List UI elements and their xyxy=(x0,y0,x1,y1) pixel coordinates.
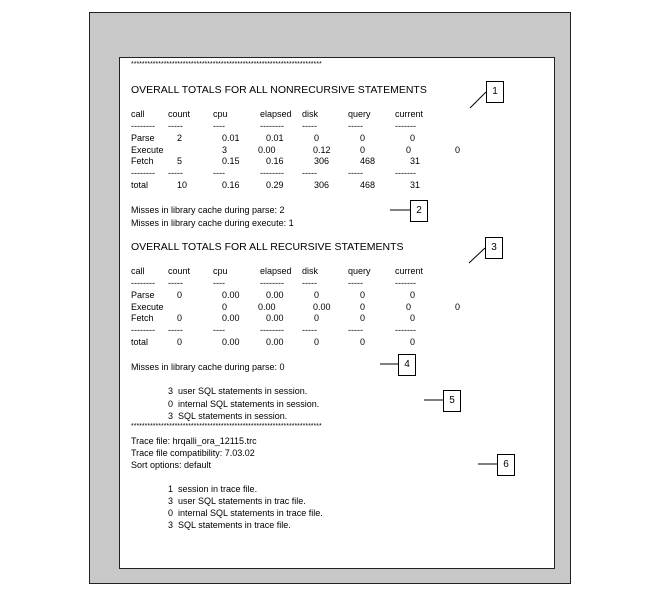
table-rule: ---- xyxy=(213,121,225,131)
table-header: cpu xyxy=(213,266,228,276)
table-rule: ----- xyxy=(348,278,363,288)
recursive-miss-parse: Misses in library cache during parse: 0 xyxy=(131,362,285,372)
table-total-cell: 0 xyxy=(314,336,320,347)
table-rule: -------- xyxy=(131,324,155,335)
table-cell: 0 xyxy=(360,290,366,300)
nonrecursive-miss-parse: Misses in library cache during parse: 2 xyxy=(131,205,285,215)
table-rule: ------- xyxy=(395,324,416,335)
table-cell: 0 xyxy=(410,290,416,300)
table-total-cell: 0.00 xyxy=(222,336,240,347)
table-cell: 0 xyxy=(455,144,461,155)
session-line: 0 internal SQL statements in session. xyxy=(168,399,320,409)
table-header: disk xyxy=(302,109,319,119)
table-cell: 3 xyxy=(222,144,228,155)
table-cell: 0 xyxy=(410,313,416,323)
table-header: count xyxy=(168,109,191,119)
table-rule: ----- xyxy=(168,121,183,131)
trace-compat: Trace file compatibility: 7.03.02 xyxy=(131,448,255,458)
table-header: elapsed xyxy=(260,109,292,119)
table-total-cell: 31 xyxy=(410,179,421,190)
table-rule: -------- xyxy=(260,278,284,288)
table-rule: -------- xyxy=(260,121,284,131)
table-total-cell: 0 xyxy=(360,336,366,347)
table-total-cell: 0.29 xyxy=(266,179,284,190)
table-cell: 0.00 xyxy=(258,144,276,155)
table-header: query xyxy=(348,266,371,276)
session-line: 3 user SQL statements in session. xyxy=(168,386,308,396)
callout-1: 1 xyxy=(486,81,504,103)
table-rule: ---- xyxy=(213,167,225,178)
nonrecursive-miss-execute: Misses in library cache during execute: 1 xyxy=(131,218,294,228)
table-cell: 31 xyxy=(410,156,421,166)
table-cell: 468 xyxy=(360,156,376,166)
table-rule: ----- xyxy=(302,121,317,131)
callout-5: 5 xyxy=(443,390,461,412)
callout-6: 6 xyxy=(497,454,515,476)
table-rule: -------- xyxy=(131,278,155,288)
table-rule: ----- xyxy=(168,278,183,288)
table-header: query xyxy=(348,109,371,119)
callout-3: 3 xyxy=(485,237,503,259)
table-cell: 5 xyxy=(177,156,183,166)
table-rule: ------- xyxy=(395,167,416,178)
callout-2: 2 xyxy=(410,200,428,222)
table-header: call xyxy=(131,109,145,119)
table-cell: 0.00 xyxy=(222,290,240,300)
table-cell: Fetch xyxy=(131,313,154,323)
table-rule: ---- xyxy=(213,324,225,335)
table-cell: 0.01 xyxy=(222,133,240,143)
table-cell: 0 xyxy=(406,144,412,155)
callout-4: 4 xyxy=(398,354,416,376)
table-cell: 0.00 xyxy=(258,301,276,312)
table-rule: ----- xyxy=(302,324,317,335)
divider-top: ********************************************************************** xyxy=(131,61,322,68)
table-total-cell: 0.00 xyxy=(266,336,284,347)
table-total-cell: 0 xyxy=(177,336,183,347)
table-header: elapsed xyxy=(260,266,292,276)
session-line: 3 SQL statements in session. xyxy=(168,411,288,421)
table-cell: 0 xyxy=(406,301,412,312)
table-cell: 0 xyxy=(360,313,366,323)
table-total-cell: 0.16 xyxy=(222,179,240,190)
table-rule: -------- xyxy=(260,324,284,335)
table-cell: 0.01 xyxy=(266,133,284,143)
table-rule: ------- xyxy=(395,121,416,131)
table-header: call xyxy=(131,266,145,276)
table-total-cell: 10 xyxy=(177,179,188,190)
table-rule: ----- xyxy=(302,278,317,288)
table-cell: 0 xyxy=(314,313,320,323)
table-cell: 0 xyxy=(410,133,416,143)
table-cell: 0 xyxy=(314,290,320,300)
table-cell: 0.15 xyxy=(222,156,240,166)
table-cell: 0 xyxy=(222,301,228,312)
table-header: disk xyxy=(302,266,319,276)
trace-file: Trace file: hrqalli_ora_12115.trc xyxy=(131,436,257,446)
table-rule: ----- xyxy=(168,167,183,178)
table-rule: -------- xyxy=(260,167,284,178)
table-cell: 0 xyxy=(177,290,183,300)
table-rule: -------- xyxy=(131,121,155,131)
table-cell: 306 xyxy=(314,156,330,166)
table-rule: ---- xyxy=(213,278,225,288)
table-rule: ----- xyxy=(348,121,363,131)
summary-line: 1 session in trace file. xyxy=(168,484,258,494)
table-rule: ------- xyxy=(395,278,416,288)
table-cell: 0.00 xyxy=(266,290,284,300)
table-cell: 0 xyxy=(360,133,366,143)
recursive-title: OVERALL TOTALS FOR ALL RECURSIVE STATEMENTS xyxy=(131,241,404,253)
table-total-cell: total xyxy=(131,336,149,347)
table-rule: ----- xyxy=(348,167,363,178)
table-total-cell: 0 xyxy=(410,336,416,347)
table-total-cell: total xyxy=(131,179,149,190)
table-cell: 0.16 xyxy=(266,156,284,166)
divider-bottom: ********************************************************************** xyxy=(131,423,322,430)
table-rule: ----- xyxy=(302,167,317,178)
table-cell: 0 xyxy=(360,301,366,312)
table-cell: Fetch xyxy=(131,156,154,166)
summary-line: 3 SQL statements in trace file. xyxy=(168,520,291,530)
summary-line: 0 internal SQL statements in trace file. xyxy=(168,508,323,518)
table-cell: 0.00 xyxy=(313,301,331,312)
table-cell: 0 xyxy=(360,144,366,155)
table-header: current xyxy=(395,109,424,119)
table-cell: 0 xyxy=(314,133,320,143)
trace-sort: Sort options: default xyxy=(131,460,212,470)
table-header: count xyxy=(168,266,191,276)
table-total-cell: 306 xyxy=(314,179,330,190)
table-cell: Execute xyxy=(131,301,164,312)
table-header: cpu xyxy=(213,109,228,119)
summary-line: 3 user SQL statements in trac file. xyxy=(168,496,306,506)
table-cell: 0.00 xyxy=(222,313,240,323)
table-cell: Parse xyxy=(131,290,155,300)
table-rule: ----- xyxy=(168,324,183,335)
table-header: current xyxy=(395,266,424,276)
table-rule: -------- xyxy=(131,167,155,178)
table-cell: 0.12 xyxy=(313,144,331,155)
table-cell: 0 xyxy=(455,301,461,312)
table-total-cell: 468 xyxy=(360,179,376,190)
table-cell: Execute xyxy=(131,144,164,155)
table-cell: 0 xyxy=(177,313,183,323)
table-cell: Parse xyxy=(131,133,155,143)
nonrecursive-title: OVERALL TOTALS FOR ALL NONRECURSIVE STATEMENTS xyxy=(131,84,427,96)
table-cell: 2 xyxy=(177,133,183,143)
table-cell: 0.00 xyxy=(266,313,284,323)
table-rule: ----- xyxy=(348,324,363,335)
